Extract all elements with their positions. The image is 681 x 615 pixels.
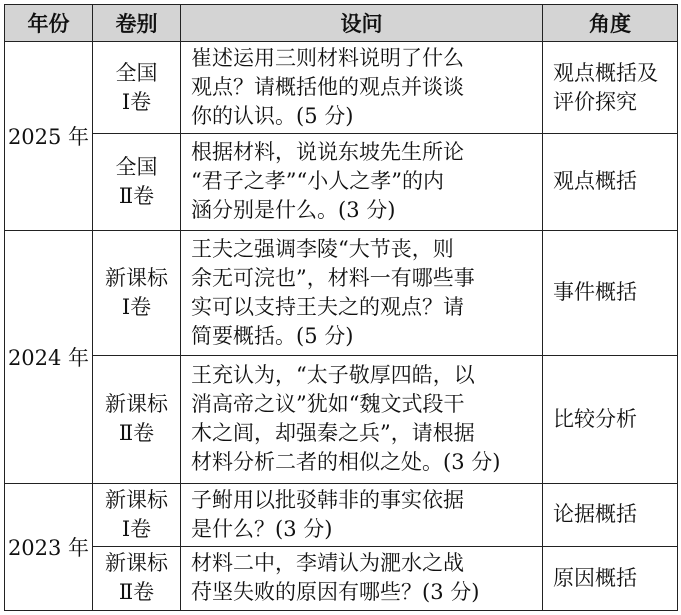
- year-cell: 2024 年: [5, 230, 93, 483]
- header-question: 设问: [181, 5, 543, 42]
- angle-cell: 观点概括: [543, 134, 678, 230]
- year-cell: 2023 年: [5, 483, 93, 610]
- header-year: 年份: [5, 5, 93, 42]
- question-cell: 王夫之强调李陵“大节丧，则 余无可浣也”，材料一有哪些事 实可以支持王夫之的观点？请 简要概括。(5 分): [181, 230, 543, 355]
- volume-cell: 全国 Ⅰ卷: [93, 42, 181, 134]
- question-cell: 王充认为，“太子敬厚四皓，以 消高帝之议”犹如“魏文式段干 木之闾，却强秦之兵”，请根据 材料分析二者的相似之处。(3 分): [181, 356, 543, 483]
- question-cell: 子鲋用以批驳韩非的事实依据 是什么？(3 分): [181, 483, 543, 546]
- table-row: [5, 483, 678, 546]
- volume-cell: 全国 Ⅱ卷: [93, 134, 181, 230]
- volume-cell: 新课标 Ⅱ卷: [93, 356, 181, 483]
- year-cell: 2025 年: [5, 42, 93, 231]
- angle-cell: 原因概括: [543, 546, 678, 610]
- question-analysis-table: [4, 4, 678, 611]
- volume-cell: 新课标 Ⅱ卷: [93, 546, 181, 610]
- question-cell: 根据材料，说说东坡先生所论 “君子之孝”“小人之孝”的内 涵分别是什么。(3 分): [181, 134, 543, 230]
- header-angle: 角度: [543, 5, 678, 42]
- volume-cell: 新课标 Ⅰ卷: [93, 483, 181, 546]
- table-row: [5, 42, 678, 134]
- angle-cell: 论据概括: [543, 483, 678, 546]
- question-cell: 崔述运用三则材料说明了什么 观点？请概括他的观点并谈谈 你的认识。(5 分): [181, 42, 543, 134]
- volume-cell: 新课标 Ⅰ卷: [93, 230, 181, 355]
- header-row: [5, 5, 678, 42]
- table-row: [5, 134, 678, 230]
- table-row: [5, 356, 678, 483]
- question-cell: 材料二中，李靖认为淝水之战 苻坚失败的原因有哪些？(3 分): [181, 546, 543, 610]
- table-row: [5, 546, 678, 610]
- angle-cell: 事件概括: [543, 230, 678, 355]
- angle-cell: 观点概括及 评价探究: [543, 42, 678, 134]
- table-row: [5, 230, 678, 355]
- header-volume: 卷别: [93, 5, 181, 42]
- angle-cell: 比较分析: [543, 356, 678, 483]
